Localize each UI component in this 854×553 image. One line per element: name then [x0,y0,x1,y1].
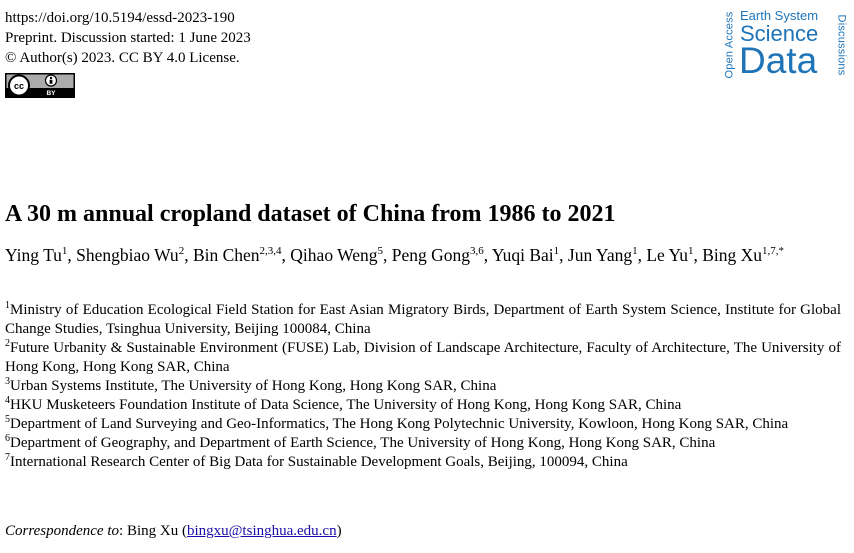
affiliation-number: 5 [5,414,10,425]
author [290,245,383,265]
affiliation-number: 6 [5,433,10,444]
author-affiliation-marker: 2,3,4 [259,245,282,258]
affiliation-item [5,339,841,377]
author-name: Bin Chen [192,245,260,265]
affiliation-item [5,434,841,453]
author-name: Peng Gong [391,245,471,265]
author-list: Ying Tu$^1$, Shengbiao Wu$^2$, Bin Chen$^{2,3,4}$, Qihao Weng$^5$, Peng Gong$^{3,6}$, Yuqi Bai$^1$, Jun Yang$^1$, Le Yu$^1$, Bing $Xu^{1,7,*}$ [5,245,785,265]
copyright-text: Author(s) 2023. CC BY 4.0 License. [19,50,240,66]
affiliation-number: 4 [5,395,10,406]
author-affiliation-marker: 2 [178,245,185,258]
affiliation-text: Ministry of Education Ecological Field Station for East Asian Migratory Birds, Department of Earth System Science, Institute for Global Change Studies, Tsinghua University, Beijing 100084, China [5,302,841,337]
doi-text: https://doi.org/10.5194/essd-2023-190 [5,10,235,26]
affiliation-text: Department of Land Surveying and Geo-Informatics, The Hong Kong Polytechnic University, Kowloon, Hong Kong SAR, China [10,416,789,432]
affiliation-number: 3 [5,376,10,387]
author-affiliation-marker: 1 [553,245,560,258]
preprint-header [5,8,251,68]
author-name: Bing Xu [702,245,763,265]
open-access-label: Open Access [723,11,736,79]
author-affiliation-marker: 5 [377,245,384,258]
affiliation-item [5,301,841,339]
affiliation-number: 2 [5,338,10,349]
author-name: Jun Yang [567,245,633,265]
correspondence-label: Correspondence to [5,523,120,539]
affiliation-item [5,396,841,415]
preprint-status: Preprint. Discussion started: 1 June 2023 [5,30,251,46]
journal-logo [722,8,848,81]
affiliation-number: 1 [5,300,10,311]
author-name: Yuqi Bai [491,245,554,265]
author [646,245,693,265]
author [392,245,484,265]
copyright-line [5,48,251,68]
affiliation-list [5,301,841,472]
journal-name-line1: Earth System [740,8,819,23]
author [5,245,67,265]
paper-title: A 30 m annual cropland dataset of China from 1986 to 2021 [5,201,616,227]
svg-text:cc: cc [13,81,25,91]
cc-by-label: BY [46,90,56,97]
author-affiliation-marker: 1 [61,245,68,258]
author-name: Qihao Weng [290,245,378,265]
author [702,245,784,265]
author [193,245,282,265]
discussions-label: Discussions [835,14,848,76]
author-affiliation-marker: 1,7,* [762,245,785,258]
affiliation-text: Department of Geography, and Department of Earth Science, The University of Hong Kong, Hong Kong SAR, China [10,435,716,451]
affiliation-text: HKU Musketeers Foundation Institute of Data Science, The University of Hong Kong, Hong Kong SAR, China [10,397,682,413]
author-affiliation-marker: 1 [632,245,638,258]
author [568,245,638,265]
correspondence-name: Bing Xu [126,523,179,539]
author-name: Ying Tu [5,245,62,265]
affiliation-item [5,453,841,472]
correspondence-email-link[interactable]: bingxu@tsinghua.edu.cn [186,523,337,539]
author [76,245,184,265]
author-affiliation-marker: 3,6 [470,245,484,258]
affiliation-text: Future Urbanity & Sustainable Environment (FUSE) Lab, Division of Landscape Architecture, Faculty of Architecture, The University of Hong Kong, Hong Kong SAR, China [5,340,841,375]
cc-by-license-icon [5,73,75,98]
journal-name-line3: Data [739,40,818,81]
correspondence: Correspondence to: Bing Xu (bingxu@tsinghua.edu.cn) [5,523,342,539]
affiliation-item [5,377,841,396]
affiliation-text: International Research Center of Big Data for Sustainable Development Goals, Beijing, 100094, China [10,454,628,470]
journal-name-line2: Science [740,21,819,46]
author-name: Le Yu [646,245,688,265]
affiliation-item [5,415,841,434]
affiliation-number: 7 [5,452,10,463]
author [492,245,559,265]
copyright-symbol: © [5,50,17,66]
affiliation-text: Urban Systems Institute, The University of Hong Kong, Hong Kong SAR, China [10,378,497,394]
author-affiliation-marker: 1 [687,245,694,258]
author-name: Shengbiao Wu [76,245,179,265]
